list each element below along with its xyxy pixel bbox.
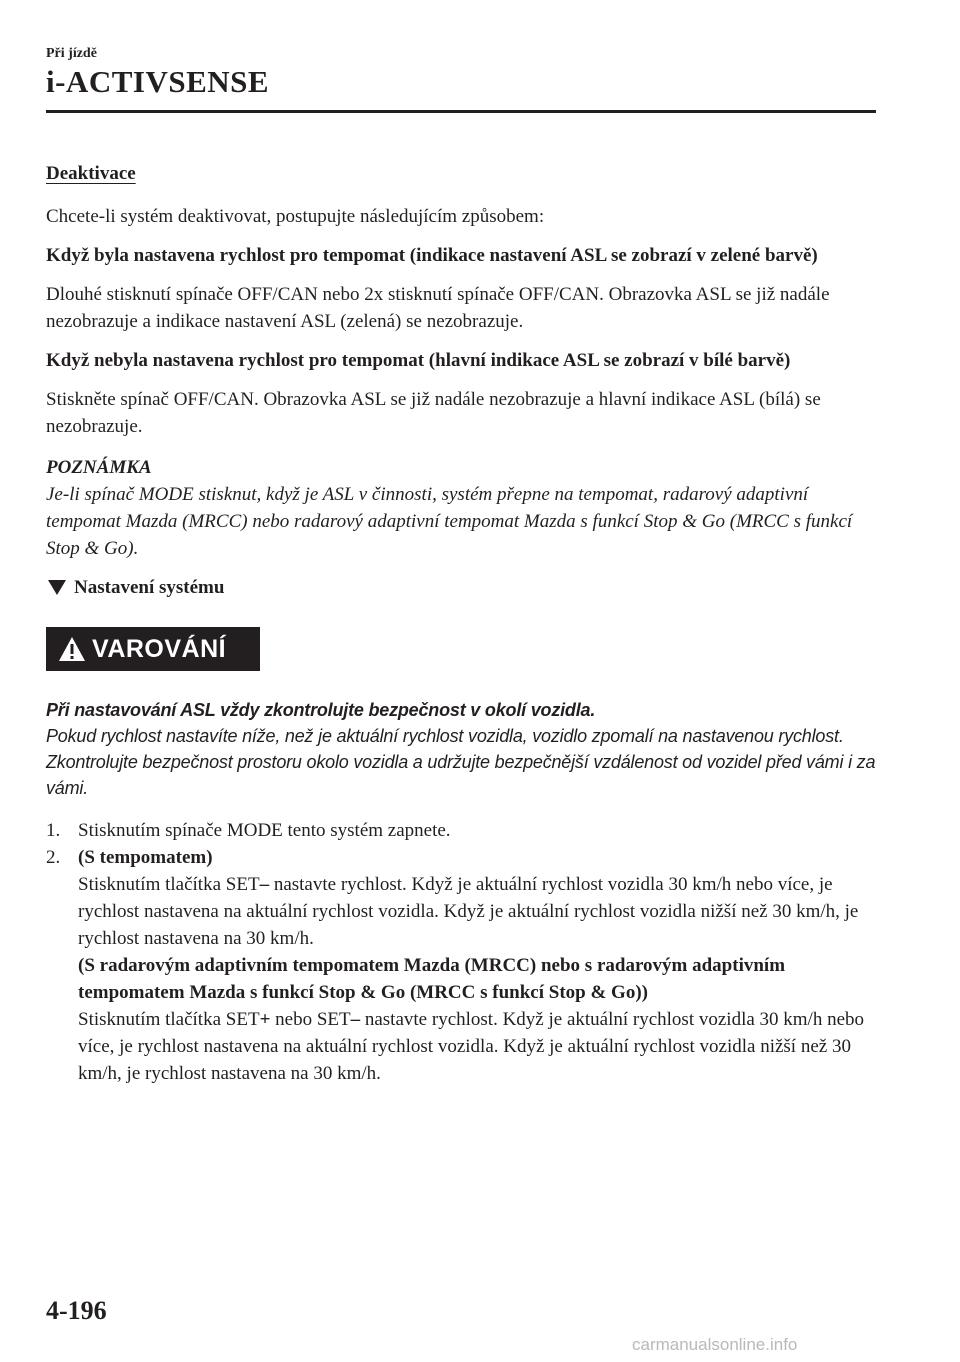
case1-text: Dlouhé stisknutí spínače OFF/CAN nebo 2x stisknutí spínače OFF/CAN. Obrazovka ASL se již nadále nezobrazuje a indikace nastavení ASL (zelená) se nezobrazuje.: [46, 284, 830, 332]
system-setting-heading: [46, 574, 876, 601]
watermark: carmanualsonline.info: [632, 1335, 798, 1354]
plus-icon: +: [259, 1009, 271, 1030]
list-item: [46, 817, 876, 844]
system-setting-label: Nastavení systému: [74, 577, 225, 598]
step2-text-cruise: [78, 871, 876, 952]
warning-banner: [46, 627, 260, 671]
list-item: [46, 844, 876, 1087]
chapter-title: i-ACTIVSENSE: [46, 64, 270, 99]
step2-title-mrcc: (S radarovým adaptivním tempomatem Mazda (MRCC) nebo s radarovým adaptivním tempomatem Mazda s funkcí Stop & Go (MRCC s funkcí Stop & Go)): [78, 955, 786, 1003]
step2-title-cruise: (S tempomatem): [78, 847, 213, 868]
step2-b3: nastavte rychlost. Když je aktuální rychlost vozidla 30 km/h nebo více, je rychlost nastavena na aktuální rychlost vozidla. Když je aktuální rychlost vozidla nižší než 30 km/h, je rychlost nastavena na 30 km/h.: [78, 1009, 865, 1084]
warning-text-block: [46, 697, 876, 801]
case2-text: Stiskněte spínač OFF/CAN. Obrazovka ASL se již nadále nezobrazuje a hlavní indikace ASL (bílá) se nezobrazuje.: [46, 389, 821, 437]
case2-title: Když nebyla nastavena rychlost pro tempomat (hlavní indikace ASL se zobrazí v bílé barvě): [46, 350, 791, 371]
step2-body: [78, 844, 876, 1087]
warning-label: VAROVÁNÍ: [92, 634, 227, 663]
step2-b1: Stisknutím tlačítka SET: [78, 1009, 260, 1030]
section-label: Při jízdě: [46, 46, 97, 61]
note-title: POZNÁMKA: [46, 457, 152, 478]
step2-a2: nastavte rychlost. Když je aktuální rychlost vozidla 30 km/h nebo více, je rychlost nastavena na aktuální rychlost vozidla. Když je aktuální rychlost vozidla nižší než 30 km/h, je rychlost nastavena na 30 km/h.: [78, 874, 859, 949]
note-text: Je-li spínač MODE stisknut, když je ASL v činnosti, systém přepne na tempomat, radarový adaptivní tempomat Mazda (MRCC) nebo radarový adaptivní tempomat Mazda s funkcí Stop & Go (MRCC s funkcí Stop & Go).: [46, 484, 853, 559]
step2-text-mrcc: [78, 1006, 876, 1087]
triangle-down-icon: [48, 580, 66, 595]
deactivation-intro: Chcete-li systém deaktivovat, postupujte následujícím způsobem:: [46, 206, 545, 227]
step-number: 2.: [46, 847, 61, 868]
minus-icon: –: [350, 1009, 361, 1030]
step2-a1: Stisknutím tlačítka SET: [78, 874, 260, 895]
warning-text: Pokud rychlost nastavíte níže, než je aktuální rychlost vozidla, vozidlo zpomalí na nastavenou rychlost. Zkontrolujte bezpečnost prostoru okolo vozidla a udržujte bezpečnější vzdálenost od vozidel před vámi i za vámi.: [46, 726, 876, 798]
step-number: 1.: [46, 820, 61, 841]
case1-title: Když byla nastavena rychlost pro tempomat (indikace nastavení ASL se zobrazí v zelené barvě): [46, 245, 818, 266]
steps-list: [46, 817, 876, 1087]
step2-b2: nebo SET: [270, 1009, 351, 1030]
warning-triangle-icon: [58, 636, 86, 662]
deactivation-heading: Deaktivace: [46, 163, 136, 184]
warning-bold: Při nastavování ASL vždy zkontrolujte bezpečnost v okolí vozidla.: [46, 700, 596, 720]
step1-text: Stisknutím spínače MODE tento systém zapnete.: [78, 820, 451, 841]
page-number: 4-196: [46, 1296, 107, 1325]
header-rule: [46, 110, 876, 113]
page-content: [46, 160, 876, 1087]
minus-icon: –: [259, 874, 270, 895]
